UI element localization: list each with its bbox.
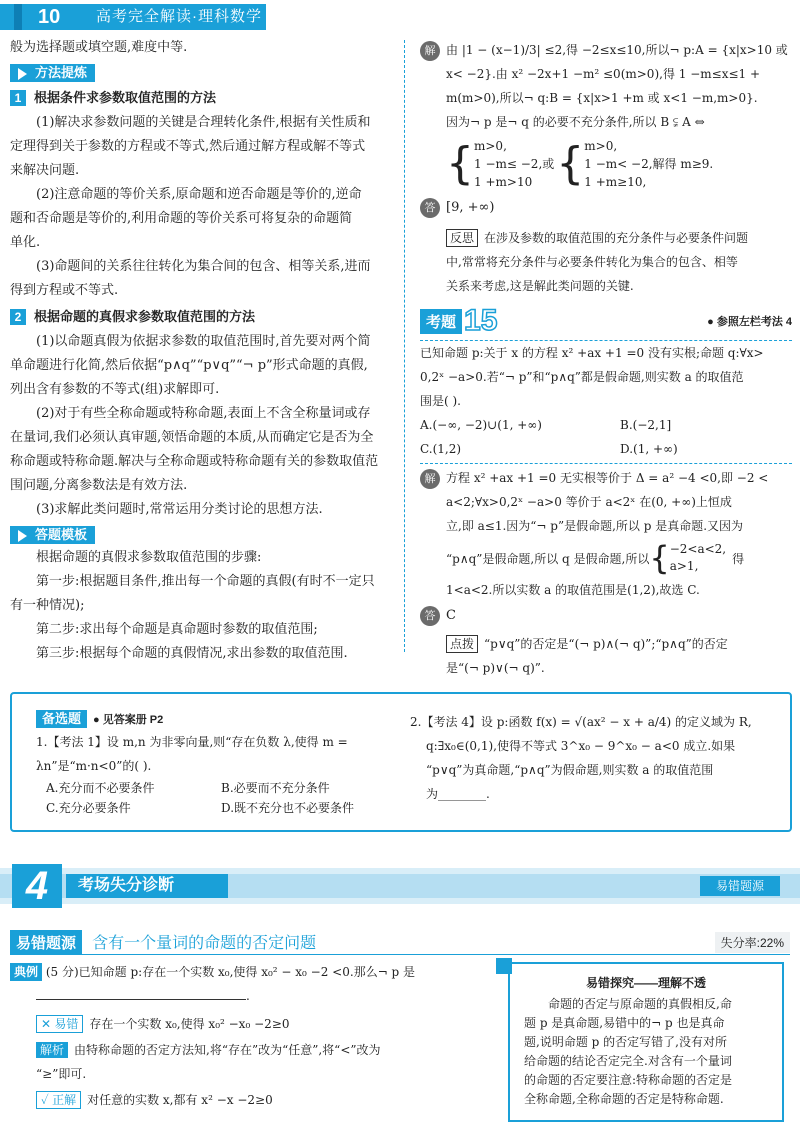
column-divider — [404, 40, 405, 652]
error-source-heading: 易错题源 含有一个量词的命题的否定问题 失分率:22% — [10, 930, 790, 955]
da-badge: 答 — [420, 198, 440, 218]
left-column — [10, 36, 400, 666]
alternate-questions-box — [10, 692, 792, 832]
dianbo-block: 点拨 “p∨q”的否定是“(¬ p)∧(¬ q)”;“p∧q”的否定 是“(¬ p)∨(¬ q)”. — [446, 637, 728, 675]
q15-options: A.(−∞, −2)∪(1, +∞) B.(−2,1] C.(1,2) D.(1, +∞) — [420, 418, 678, 456]
template-heading: 答题模板 — [10, 526, 400, 544]
play-icon — [18, 68, 27, 80]
explore-panel: 易错探究——理解不透 命题的否定与原命题的真假相反,命 题 p 是真命题,易错中的¬ p 也是真命 题,说明命题 p 的否定写错了,没有对所 给命题的结论否定完全.对含有一个量词 的命题的否定要注意:特称命题的否定是 全称命题,全称命题的否定是特称命题. — [508, 962, 784, 1122]
method-heading: 方法提炼 — [10, 64, 400, 82]
alt-question-1: 备选题 ● 见答案册 P2 1.【考法 1】设 m,n 为非零向量,则“存在负数 λ,使得 m = λn”是“m·n<0”的( ). A.充分而不必要条件 B.必要而不充分条件 C.充分必要条件 D.既不充分也不必要条件 — [36, 711, 355, 815]
sub2-body: (1)以命题真假为依据求参数的取值范围时,首先要对两个简 单命题进行化简,然后依据“p∧q”“p∨q”“¬ p”形式命题的真假, 列出含有参数的不等式(组)求解即可. (2)对于有些全称命题或特称命题,表面上不含全称量词或存 在量词,我们必须认真审题,领悟命题的本质,从而确定它是否为全 称命题或特称命题.解决与全称命题或特称命题有关的参数取值范 围问题,分离参数法是有效方法. (3)求解此类问题时,常常运用分类讨论的思想方法. — [10, 334, 379, 517]
answer-2: C — [446, 608, 456, 623]
section-title: 考场失分诊断 — [66, 874, 228, 898]
right-column — [420, 38, 792, 680]
explore-title: 易错探究——理解不透 — [585, 976, 706, 990]
answer-1: [9, +∞) — [446, 200, 495, 215]
page-header — [0, 0, 800, 34]
sub1-heading: 1 根据条件求参数取值范围的方法 — [10, 86, 400, 111]
solution-1: 解 由 |1 − (x−1)/3| ≤2,得 −2≤x≤10,所以¬ p:A = {x|x>10 或 x< −2}.由 x² −2x+1 −m² ≤0(m>0),得 1 −m≤x≤1 + m(m>0),所以¬ q:B = {x|x>1 +m 或 x<1 −m,m>0}. 因为¬ p 是¬ q 的必要不充分条件,所以 B ⫋ A ⇔ { m>0, 1 −m≤ −2,或 1 +m>10 { m>0, 1 −m< −2,解得 m≥9. 1 +m≥10, 答 [9, +∞) 反思 在涉及参数的取值范围的充分条件与必要条件问题 中,常常将充分条件与必要条件转化为集合的包含、相等 关系来考虑,这是解此类问题的关键. — [420, 38, 792, 298]
answer-blank — [36, 985, 246, 1000]
play-icon — [18, 530, 27, 542]
jie-badge: 解 — [420, 41, 440, 61]
section-tag: 易错题源 — [700, 876, 780, 896]
page-number: 10 — [0, 4, 90, 30]
error-example: 典例 (5 分)已知命题 p:存在一个实数 x₀,使得 x₀² − x₀ −2 <0.那么¬ p 是 . ✕ 易错 存在一个实数 x₀,使得 x₀² −x₀ −2≥0 解析 由特称命题的否定方法知,将“存在”改为“任意”,将“<”改为 “≥”即可. ✓ 正解 对任意的实数 x,都有 x² −x −2≥0 — [10, 960, 480, 1112]
sub2-heading: 2 根据命题的真假求参数取值范围的方法 — [10, 305, 400, 330]
template-body: 根据命题的真假求参数取值范围的步骤: 第一步:根据题目条件,推出每一个命题的真假(有时不一定只 有一种情况); 第二步:求出每个命题是真命题时参数的取值范围; 第三步:根据每个命题的真假情况,求出参数的取值范围. — [10, 550, 375, 661]
section-4-header — [0, 862, 800, 910]
fansi-block: 反思 在涉及参数的取值范围的充分条件与必要条件问题 中,常常将充分条件与必要条件转化为集合的包含、相等 关系来考虑,这是解此类问题的关键. — [446, 231, 749, 293]
wrong-tag: ✕ 易错 — [36, 1015, 83, 1033]
book-title: 高考完全解读·理科数学 — [90, 4, 266, 30]
kaoti-number: 15 — [464, 304, 498, 337]
section-number: 4 — [12, 864, 62, 908]
kaoti-heading: 考题 15 ● 参照左栏考法 4 — [420, 304, 792, 338]
question-15: 已知命题 p:关于 x 的方程 x² +ax +1 =0 没有实根;命题 q:∀x> 0,2ˣ −a>0.若“¬ p”和“p∧q”都是假命题,则实数 a 的取值范 围是( ). A.(−∞, −2)∪(1, +∞) B.(−2,1] C.(1,2) D.(1, +∞) — [420, 341, 792, 461]
intro-text: 般为选择题或填空题,难度中等. — [10, 40, 188, 55]
solution-2: 解 方程 x² +ax +1 =0 无实根等价于 Δ = a² −4 <0,即 −2 < a<2;∀x>0,2ˣ −a>0 等价于 a<2ˣ 在(0, +∞)上恒成 立,即 a≤1.因为“¬ p”是假命题,所以 p 是真命题.又因为 “p∧q”是假命题,所以 q 是假命题,所以 { −2<a<2, a>1, 得 1<a<2.所以实数 a 的取值范围是(1,2),故选 C. 答 C 点拨 “p∨q”的否定是“(¬ p)∧(¬ q)”;“p∧q”的否定 是“(¬ p)∨(¬ q)”. — [420, 466, 792, 680]
inequality-systems: { m>0, 1 −m≤ −2,或 1 +m>10 { m>0, 1 −m< −2,解得 m≥9. 1 +m≥10, — [446, 138, 714, 189]
alt-question-2: 2.【考法 4】设 p:函数 f(x) = √(ax² − x + a/4) 的定义域为 R, q:∃x₀∈(0,1),使得不等式 3^x₀ − 9^x₀ − a<0 成立.如果 “p∨q”为真命题,“p∧q”为假命题,则实数 a 的取值范围 为________. — [410, 715, 752, 801]
kaoti-ref: ● 参照左栏考法 4 — [707, 316, 792, 328]
lose-rate: 失分率:22% — [715, 932, 790, 953]
sub1-body: (1)解决求参数问题的关键是合理转化条件,根据有关性质和 定理得到关于参数的方程或不等式,然后通过解方程或解不等式 来解决问题. (2)注意命题的等价关系,原命题和逆否命题是等价的,逆命 题和否命题是等价的,利用命题的等价关系可将复杂的命题简 单化. (3)命题间的关系往往转化为集合间的包含、相等关系,进而 得到方程或不等式. — [10, 115, 371, 298]
correct-tag: ✓ 正解 — [36, 1091, 81, 1109]
